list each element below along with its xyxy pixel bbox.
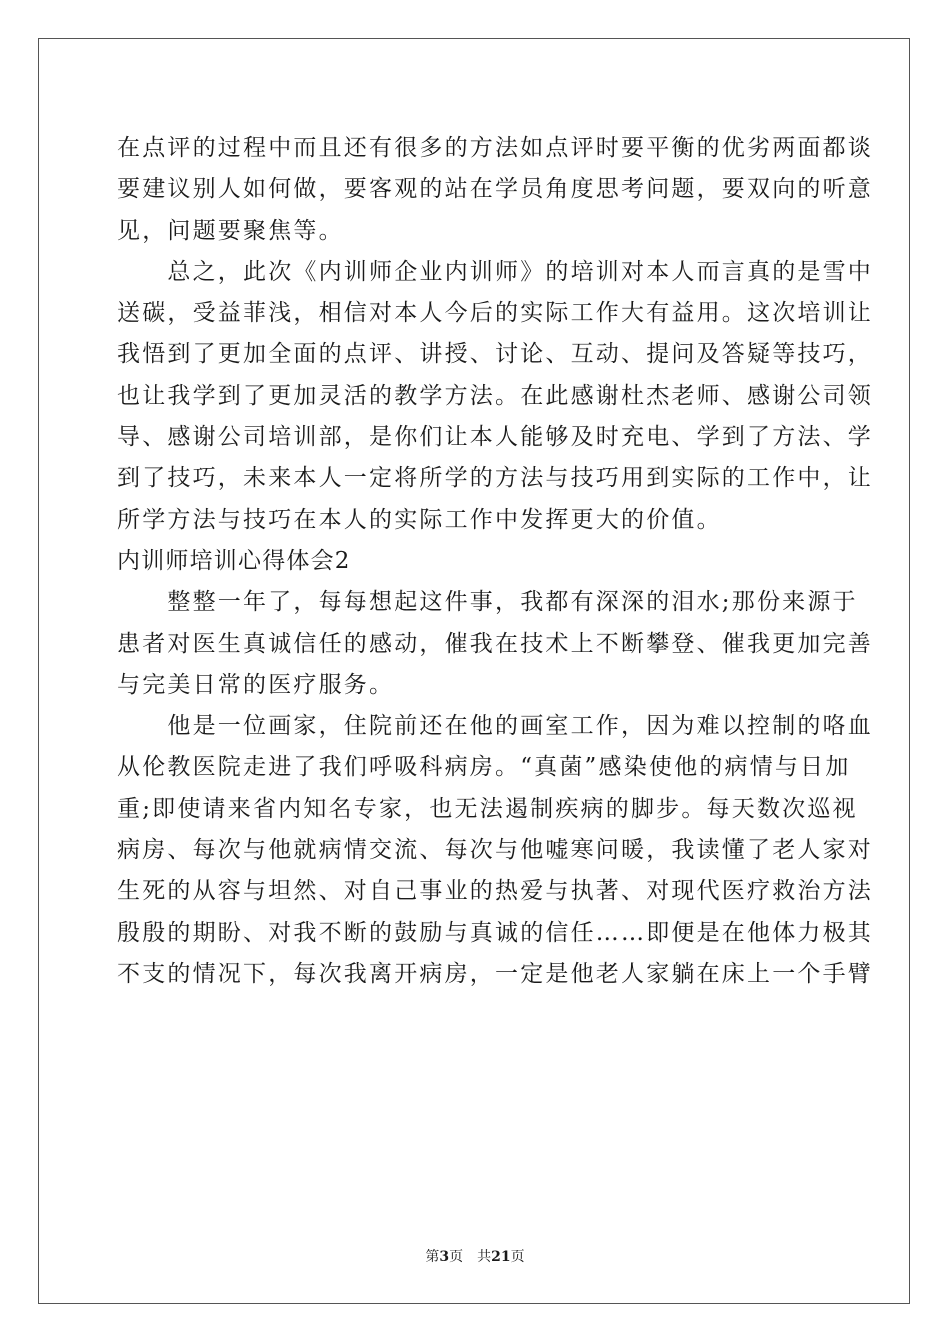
text-line: 殷殷的期盼、对我不断的鼓励与真诚的信任……即便是在他体力极其: [117, 919, 873, 946]
text-line: 不支的情况下，每次我离开病房，一定是他老人家躺在床上一个手臂: [117, 960, 873, 987]
text-line: 他是一位画家，住院前还在他的画室工作，因为难以控制的咯血: [117, 713, 873, 740]
text-line: 送碳，受益菲浅，相信对本人今后的实际工作大有益用。这次培训让: [117, 300, 873, 327]
text-line: 从伦教医院走进了我们呼吸科病房。“真菌”感染使他的病情与日加: [117, 754, 851, 781]
text-line: 导、感谢公司培训部，是你们让本人能够及时充电、学到了方法、学: [117, 424, 873, 451]
text-line: 在点评的过程中而且还有很多的方法如点评时要平衡的优劣两面都谈: [117, 135, 873, 161]
page-prefix: 第: [425, 1249, 440, 1265]
text-line: 患者对医生真诚信任的感动，催我在技术上不断攀登、催我更加完善: [117, 630, 873, 657]
total-prefix: 共: [477, 1249, 492, 1265]
text-line: 与完美日常的医疗服务。: [117, 671, 395, 698]
text-line: 要建议别人如何做，要客观的站在学员角度思考问题，要双向的听意: [117, 176, 873, 203]
text-line: 我悟到了更加全面的点评、讲授、讨论、互动、提问及答疑等技巧，: [117, 341, 873, 368]
text-line: 见，问题要聚焦等。: [117, 217, 344, 244]
page-number: 3: [439, 1249, 450, 1265]
page-suffix: 页: [449, 1249, 464, 1265]
section-heading: 内训师培训心得体会2: [117, 547, 351, 574]
text-line: 总之，此次《内训师企业内训师》的培训对本人而言真的是雪中: [117, 258, 873, 285]
text-line: 也让我学到了更加灵活的教学方法。在此感谢杜杰老师、感谢公司领: [117, 382, 873, 409]
text-line: 生死的从容与坦然、对自己事业的热爱与执著、对现代医疗救治方法: [117, 878, 873, 905]
page-footer: [0, 1246, 950, 1266]
text-line: 到了技巧，未来本人一定将所学的方法与技巧用到实际的工作中，让: [117, 465, 873, 492]
text-line: 所学方法与技巧在本人的实际工作中发挥更大的价值。: [117, 506, 722, 533]
text-line: 重;即使请来省内知名专家，也无法遏制疾病的脚步。每天数次巡视: [117, 795, 858, 822]
total-pages: 21: [491, 1249, 511, 1265]
text-line: 病房、每次与他就病情交流、每次与他嘘寒问暖，我读懂了老人家对: [117, 837, 873, 864]
document-body: [117, 128, 873, 995]
text-line: 整整一年了，每每想起这件事，我都有深深的泪水;那份来源于: [117, 589, 858, 616]
total-suffix: 页: [510, 1249, 525, 1265]
